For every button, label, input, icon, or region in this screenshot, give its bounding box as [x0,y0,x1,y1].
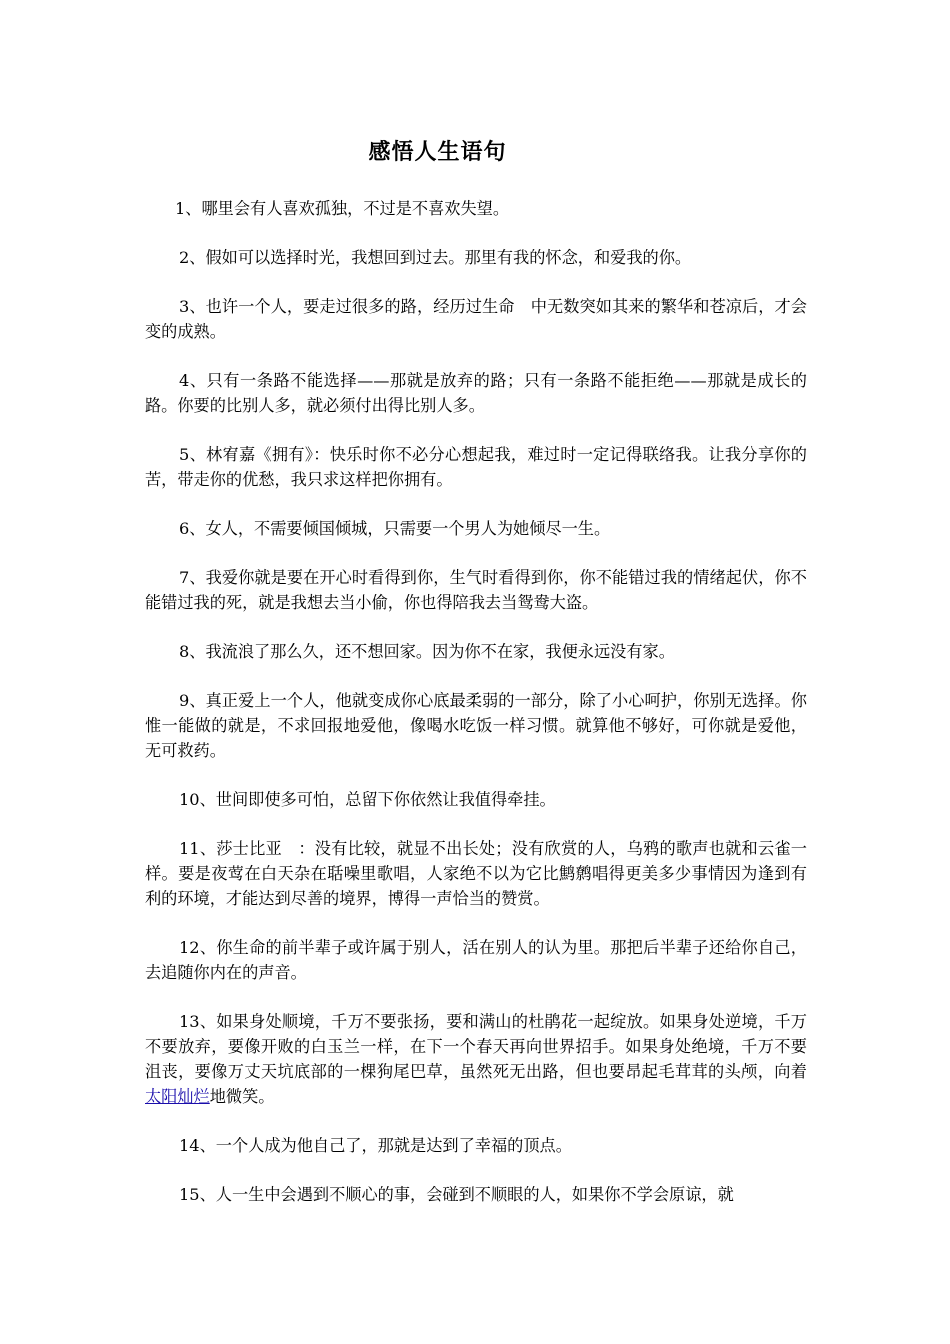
sun-link[interactable]: 太阳灿烂 [145,1087,210,1106]
paragraph-13-text-after: 地微笑。 [209,1087,275,1106]
document-title: 感悟人生语句 [368,139,507,165]
paragraph-8: 8、我流浪了那么久，还不想回家。因为你不在家，我便永远没有家。 [179,642,675,661]
paragraph-10: 10、世间即使多可怕，总留下你依然让我值得牵挂。 [179,790,556,809]
paragraph-14: 14、一个人成为他自己了，那就是达到了幸福的顶点。 [179,1136,572,1155]
document-body [145,196,807,1231]
paragraph-4: 4、只有一条路不能选择——那就是放弃的路；只有一条路不能拒绝——那就是成长的路。你要的比别人多，就必须付出得比别人多。 [145,371,807,415]
paragraph-11: 11、莎士比亚 ：没有比较，就显不出长处；没有欣赏的人，乌鸦的歌声也就和云雀一样。要是夜莺在白天杂在聒噪里歌唱，人家绝不以为它比鹪鹩唱得更美多少事情因为逢到有利的环境，才能达到尽善的境界，博得一声恰当的赞赏。 [145,839,807,908]
paragraph-3: 3、也许一个人，要走过很多的路，经历过生命 中无数突如其来的繁华和苍凉后，才会变的成熟。 [145,297,807,341]
paragraph-7: 7、我爱你就是要在开心时看得到你，生气时看得到你，你不能错过我的情绪起伏，你不能错过我的死，就是我想去当小偷，你也得陪我去当鸳鸯大盗。 [145,568,807,612]
paragraph-5: 5、林宥嘉《拥有》：快乐时你不必分心想起我，难过时一定记得联络我。让我分享你的苦，带走你的优愁，我只求这样把你拥有。 [145,445,807,489]
paragraph-13-text-before: 13、如果身处顺境，千万不要张扬，要和满山的杜鹃花一起绽放。如果身处逆境，千万不要放弃，要像开败的白玉兰一样，在下一个春天再向世界招手。如果身处绝境，千万不要沮丧，要像万丈天坑底部的一棵狗尾巴草，虽然死无出路，但也要昂起毛茸茸的头颅，向着 [145,1012,807,1081]
paragraph-15: 15、人一生中会遇到不顺心的事，会碰到不顺眼的人，如果你不学会原谅，就 [179,1185,734,1204]
paragraph-13 [145,1009,807,1109]
paragraph-2: 2、假如可以选择时光，我想回到过去。那里有我的怀念，和爱我的你。 [179,248,692,267]
paragraph-12: 12、你生命的前半辈子或许属于别人，活在别人的认为里。那把后半辈子还给你自己，去追随你内在的声音。 [145,938,807,982]
paragraph-1: 1、哪里会有人喜欢孤独，不过是不喜欢失望。 [175,199,510,218]
paragraph-6: 6、女人，不需要倾国倾城，只需要一个男人为她倾尽一生。 [179,519,611,538]
paragraph-9: 9、真正爱上一个人，他就变成你心底最柔弱的一部分，除了小心呵护，你别无选择。你惟一能做的就是，不求回报地爱他，像喝水吃饭一样习惯。就算他不够好，可你就是爱他，无可救药。 [145,691,807,760]
